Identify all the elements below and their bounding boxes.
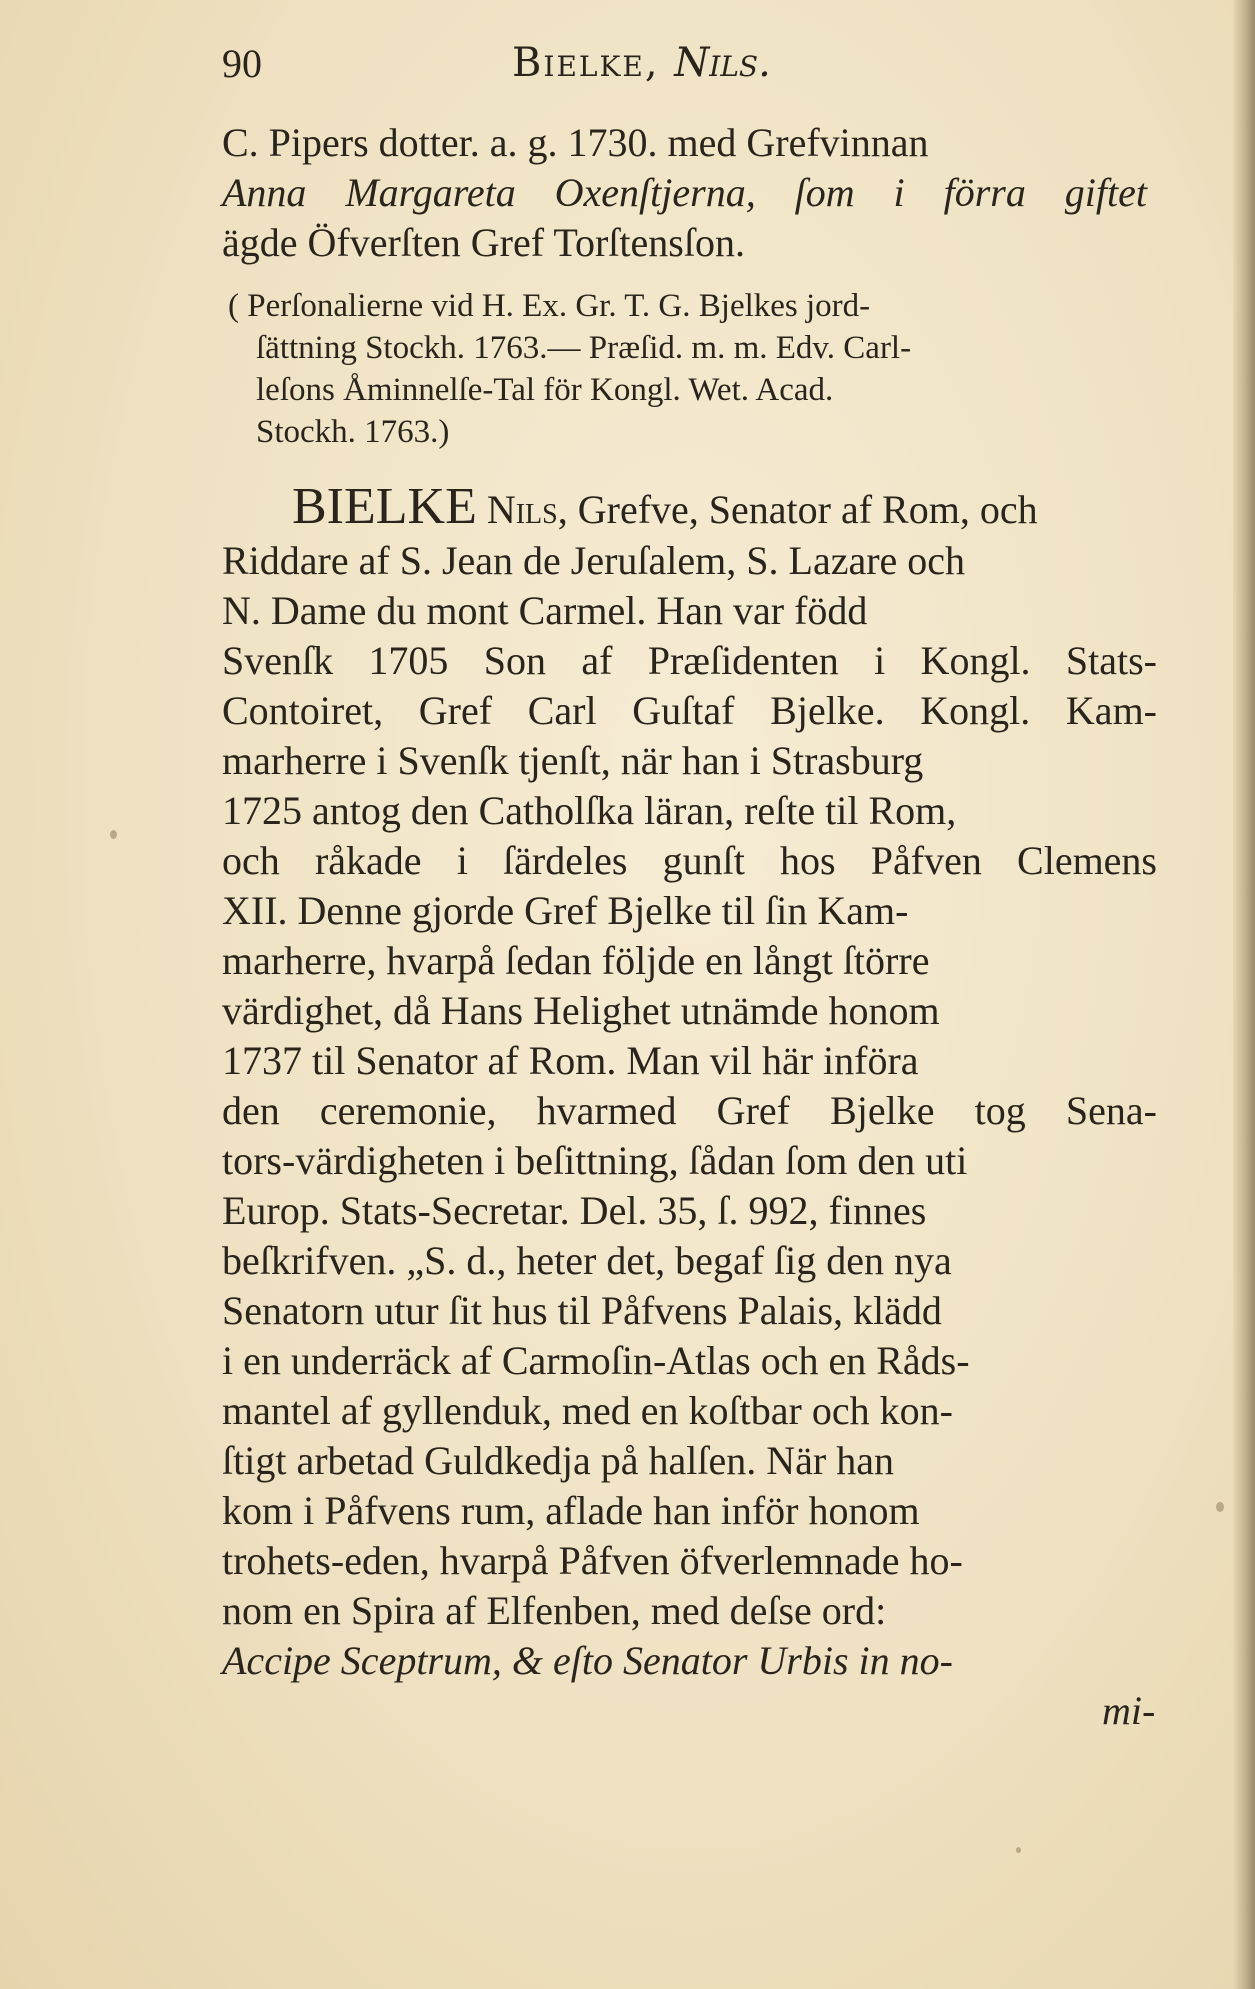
text-line: nom en Spira af Elfenben, med deſse ord: xyxy=(222,1588,887,1633)
text-line: Svenſk 1705 Son af Præſidenten i Kongl. Stats- xyxy=(222,638,1157,683)
citation-line: ( Perſonalierne vid H. Ex. Gr. T. G. Bjelkes jord- xyxy=(228,288,871,324)
text-line: mantel af gyllenduk, med en koſtbar och kon- xyxy=(222,1388,953,1433)
text-line: N. Dame du mont Carmel. Han var född xyxy=(222,588,868,633)
running-head xyxy=(512,40,771,86)
text-line: värdighet, då Hans Helighet utnämde honom xyxy=(222,988,940,1033)
text-line: 1725 antog den Catholſka läran, reſte til Rom, xyxy=(222,788,957,833)
entry-given-name: Nils xyxy=(486,487,558,532)
page-number: 90 xyxy=(222,41,262,86)
text-line: den ceremonie, hvarmed Gref Bjelke tog Sena- xyxy=(222,1088,1157,1133)
text-line: XII. Denne gjorde Gref Bjelke til ſin Kam- xyxy=(222,888,909,933)
running-head-given: Nils. xyxy=(674,40,771,86)
citation-line: leſons Åminnelſe-Tal för Kongl. Wet. Acad. xyxy=(256,372,834,408)
text-line: Europ. Stats-Secretar. Del. 35, ſ. 992, finnes xyxy=(222,1188,927,1233)
page-header xyxy=(222,40,1122,100)
entry-headword: BIELKE xyxy=(292,478,477,535)
text-line: ägde Öfverſten Gref Torſtensſon. xyxy=(222,220,745,265)
text-line: Contoiret, Gref Carl Guſtaf Bjelke. Kongl. Kam- xyxy=(222,688,1157,733)
paper-speck xyxy=(110,830,117,839)
text-line: Riddare af S. Jean de Jeruſalem, S. Lazare och xyxy=(222,538,966,583)
text-line: och råkade i ſärdeles gunſt hos Påfven Clemens xyxy=(222,838,1158,883)
text-line: trohets-eden, hvarpå Påfven öfverlemnade ho- xyxy=(222,1538,963,1583)
text-line: i en underräck af Carmoſin-Atlas och en Råds- xyxy=(222,1338,970,1383)
paper-speck xyxy=(1216,1502,1224,1512)
text-line: marherre i Svenſk tjenſt, när han i Strasburg xyxy=(222,738,924,783)
text-line: ſtigt arbetad Guldkedja på halſen. När han xyxy=(222,1438,894,1483)
text-line: 1737 til Senator af Rom. Man vil här införa xyxy=(222,1038,919,1083)
citation-line: Stockh. 1763.) xyxy=(256,414,450,450)
text-line: kom i Påfvens rum, aflade han inför honom xyxy=(222,1488,920,1533)
text-line: tors-värdigheten i beſittning, ſådan ſom den uti xyxy=(222,1138,968,1183)
paper-speck xyxy=(1016,1847,1021,1853)
catchword: mi- xyxy=(1102,1688,1156,1733)
page-edge xyxy=(1233,0,1255,1989)
entry-title-text: , Grefve, Senator af Rom, och xyxy=(557,487,1038,532)
text-line: marherre, hvarpå ſedan följde en långt ſtörre xyxy=(222,938,930,983)
text-line: Anna Margareta Oxenſtjerna, ſom i förra giftet xyxy=(222,170,1147,215)
running-head-name: Bielke, xyxy=(512,40,660,86)
text-line: C. Pipers dotter. a. g. 1730. med Grefvinnan xyxy=(222,120,929,165)
entry-first-line xyxy=(292,478,1038,535)
citation-line: ſättning Stockh. 1763.— Præſid. m. m. Edv. Carl- xyxy=(256,330,912,366)
text-line: beſkrifven. „S. d., heter det, begaf ſig den nya xyxy=(222,1238,952,1283)
text-line: Accipe Sceptrum, & eſto Senator Urbis in no- xyxy=(222,1638,953,1683)
text-line: Senatorn utur ſit hus til Påfvens Palais, klädd xyxy=(222,1288,942,1333)
